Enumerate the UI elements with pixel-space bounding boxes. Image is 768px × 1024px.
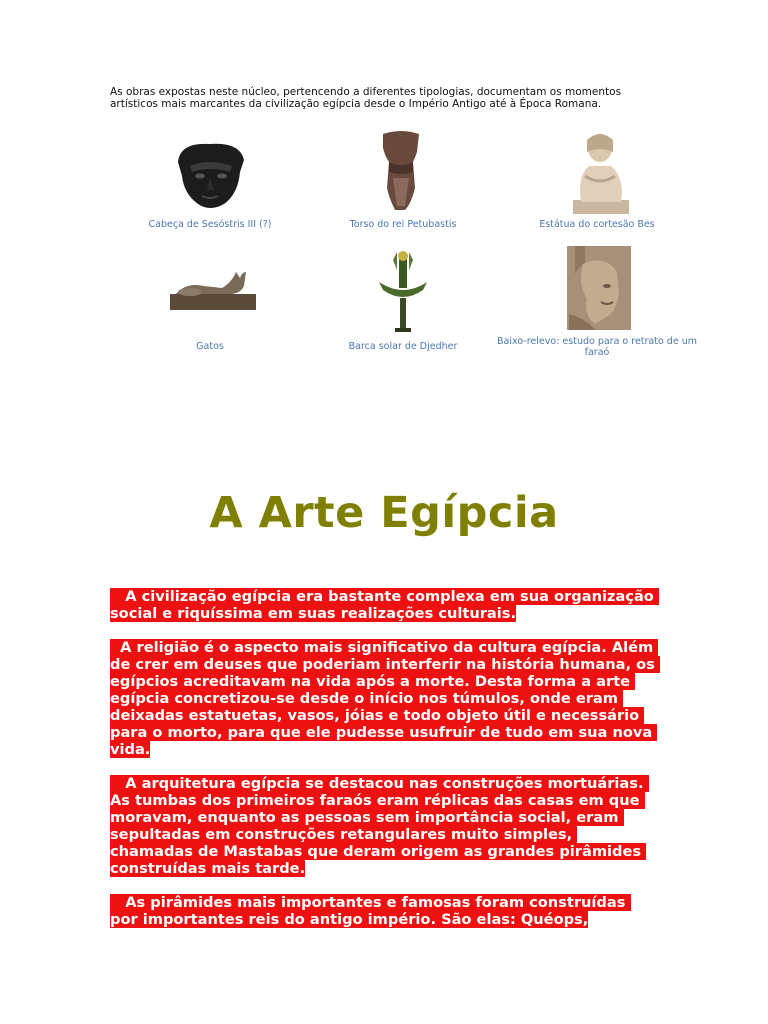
cats-sculpture-image[interactable]	[166, 264, 258, 314]
gallery-caption[interactable]: Gatos	[196, 341, 224, 352]
paragraph-text: A civilização egípcia era bastante complexa em sua organização social e riquíssima em suas realizações culturais.	[110, 588, 659, 622]
gallery-caption[interactable]: Torso do rei Petubastis	[349, 219, 457, 230]
paragraph-text: A religião é o aspecto mais significativo da cultura egípcia. Além de crer em deuses que poderiam interferir na história humana, os egípcios acreditavam na vida após a morte. Desta forma a arte egípcia concretizou-se desde o início nos túmulos, onde eram deixadas estatuetas, vasos, jóias e todo objeto útil e necessário para o morto, para que ele pudesse usufruir de tudo em sua nova vida.	[110, 639, 660, 758]
gallery-caption[interactable]: Estátua do cortesão Bes	[539, 219, 655, 230]
page-title: A Arte Egípcia	[209, 488, 559, 538]
relief-image[interactable]	[565, 244, 633, 332]
gallery-caption[interactable]: Barca solar de Djedher	[348, 341, 458, 352]
paragraph-text: As pirâmides mais importantes e famosas foram construídas por importantes reis do antigo império. São elas: Quéops,	[110, 894, 631, 928]
paragraph	[110, 775, 658, 877]
gallery-caption[interactable]: Baixo-relevo: estudo para o retrato de um faraó	[497, 336, 697, 358]
paragraph	[110, 639, 658, 758]
solar-barque-image[interactable]	[375, 248, 431, 334]
intro-text: As obras expostas neste núcleo, pertencendo a diferentes tipologias, documentam os momentos artísticos mais marcantes da civilização egípcia desde o Império Antigo até à Época Romana.	[110, 86, 622, 110]
paragraph	[110, 894, 658, 928]
head-sculpture-image[interactable]	[170, 132, 250, 212]
paragraph	[110, 588, 658, 622]
torso-sculpture-image[interactable]	[375, 128, 427, 212]
seated-statue-image[interactable]	[567, 126, 633, 216]
paragraph-text: A arquitetura egípcia se destacou nas construções mortuárias. As tumbas dos primeiros faraós eram réplicas das casas em que moravam, enquanto as pessoas sem importância social, eram sepultadas em construções retangulares muito simples, chamadas de Mastabas que deram origem as grandes pirâmides construídas mais tarde.	[110, 775, 649, 877]
article-body	[110, 588, 658, 945]
gallery-caption[interactable]: Cabeça de Sesóstris III (?)	[148, 219, 272, 230]
